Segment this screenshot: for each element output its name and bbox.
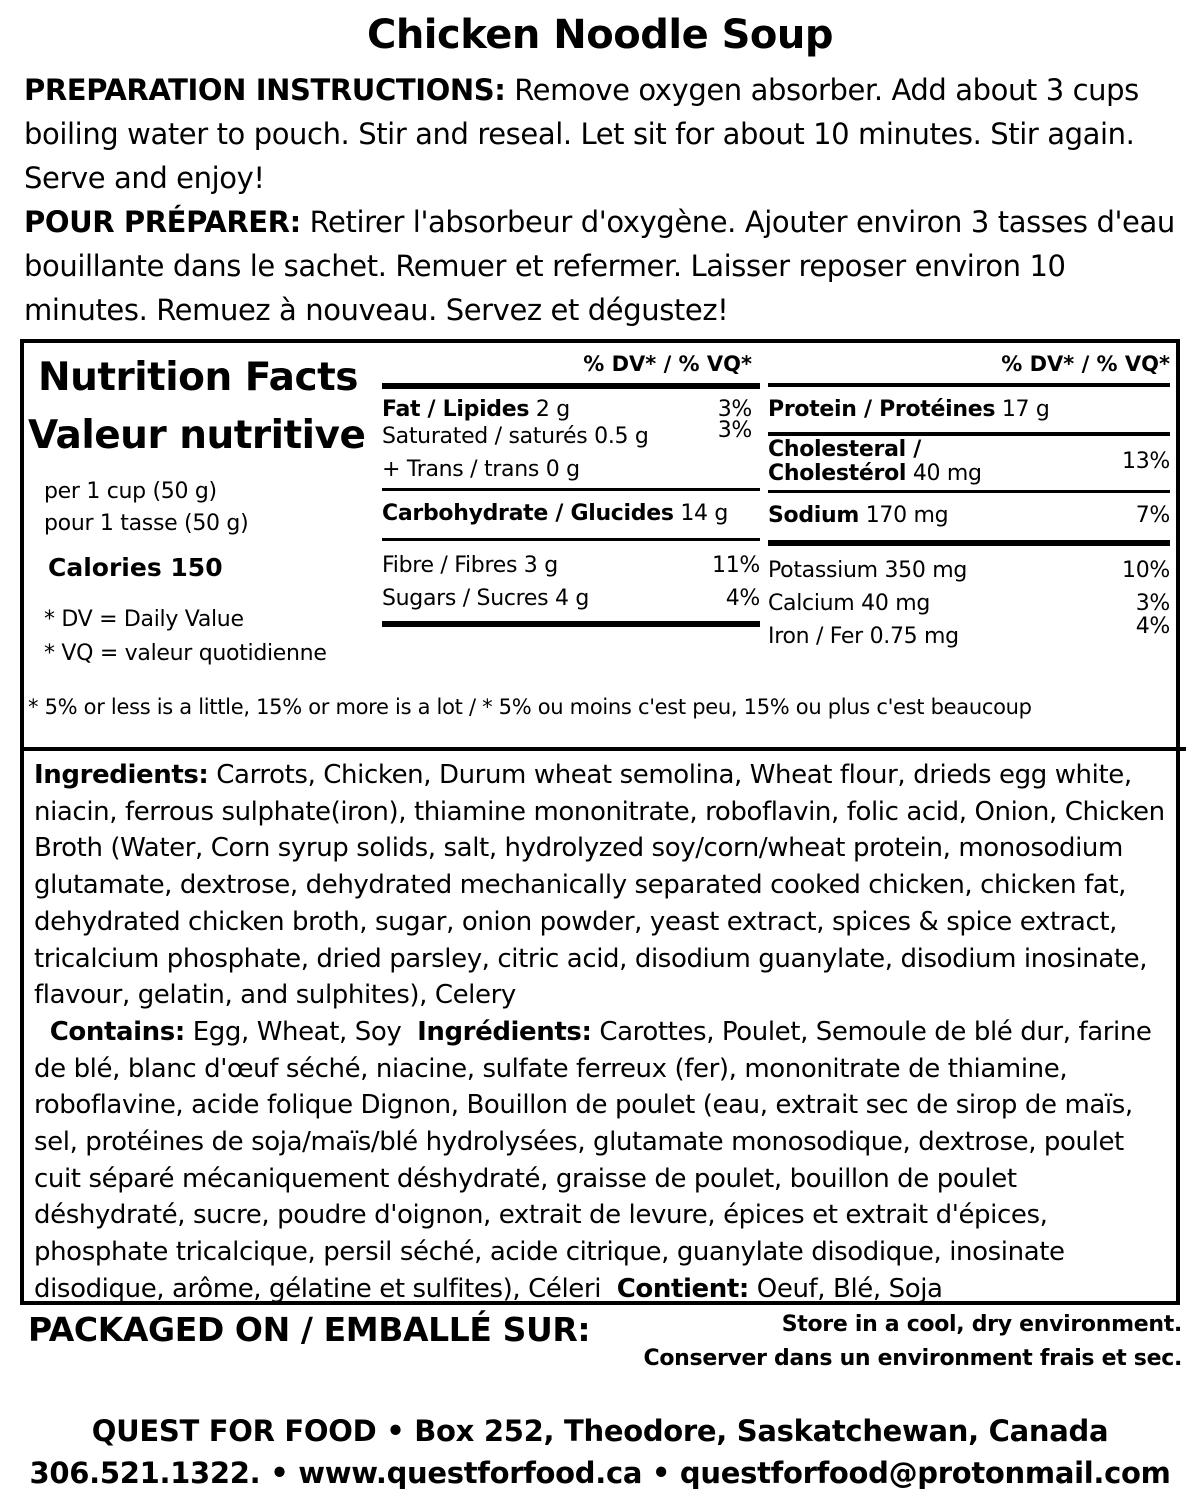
saturated-row <box>382 420 760 453</box>
fibre-dv: 11% <box>712 553 760 578</box>
ingredients-en-text: Carrots, Chicken, Durum wheat semolina, Wheat flour, drieds egg white, niacin, ferrous sulphate(iron), thiamine mononitrate, roboflavin, folic acid, Onion, Chicken Broth (Water, Corn syrup solids, salt, hydrolyzed soy/corn/wheat protein, monosodium glutamate, dextrose, dehydrated mechanically separated cooked chicken, chicken fat, dehydrated chicken broth, sugar, onion powder, yeast extract, spices & spice extract, tricalcium phosphate, dried parsley, citric acid, disodium guanylate, disodium inosinate, flavour, gelatin, and sulphites), Celery <box>34 760 1165 1011</box>
company-contact: 306.521.1322. • www.questforfood.ca • questforfood@protonmail.com <box>29 1456 1171 1490</box>
product-title: Chicken Noodle Soup <box>366 12 834 58</box>
vq-note: * VQ = valeur quotidienne <box>44 641 327 666</box>
cholesterol-row <box>768 438 1170 486</box>
company-address: QUEST FOR FOOD • Box 252, Theodore, Saskatchewan, Canada <box>91 1414 1109 1448</box>
valeur-nutritive-title: Valeur nutritive <box>28 413 366 458</box>
prep-en-label: PREPARATION INSTRUCTIONS: <box>24 73 506 107</box>
cholesterol-amount: 40 mg <box>906 461 982 486</box>
carbohydrate-label: Carbohydrate / Glucides <box>382 501 674 526</box>
divider <box>20 747 1186 751</box>
storage-instructions-en: Store in a cool, dry environment. <box>781 1312 1182 1337</box>
storage-instructions-fr: Conserver dans un environment frais et sec. <box>643 1346 1182 1371</box>
nutrition-ingredients-panel <box>20 339 1180 1305</box>
nutrient-column-1 <box>382 349 760 627</box>
cholesterol-label-1: Cholesteral / <box>768 437 921 462</box>
trans-row <box>382 453 760 486</box>
fibre-row <box>382 549 760 582</box>
fat-dv: 3% <box>717 397 752 422</box>
contains-label: Contains: <box>49 1016 185 1047</box>
iron-row <box>768 614 1170 653</box>
packaged-on: PACKAGED ON / EMBALLÉ SUR: <box>28 1310 591 1349</box>
iron-label: Iron / Fer 0.75 mg <box>768 624 959 649</box>
sugars-row <box>382 582 760 615</box>
sodium-label: Sodium <box>768 503 860 528</box>
ingredients-fr-text: Carottes, Poulet, Semoule de blé dur, farine de blé, blanc d'œuf séché, niacine, sulfate ferreux (fer), mononitrate de thiamine, roboflavine, acide folique Dignon, Bouillon de poulet (eau, extrait sec de sirop de maïs, sel, protéines de soja/maïs/blé hydrolysées, glutamate monosodique, dextrose, poulet cuit séparé mécaniquement déshydraté, graisse de poulet, bouillon de poulet déshydraté, sucre, poudre d'oignon, extrait de levure, épices et extrait d'épices, phosphate tricalcique, persil séché, acide citrique, guanylate disodique, inosinate disodique, arôme, gélatine et sulfites), Céleri <box>34 1016 1160 1304</box>
ingredients-en-label: Ingredients: <box>34 760 209 790</box>
sodium-amount: 170 mg <box>859 503 949 528</box>
sugars-dv: 4% <box>725 586 760 611</box>
iron-dv: 4% <box>1135 614 1170 639</box>
serving-size-fr: pour 1 tasse (50 g) <box>44 511 249 536</box>
prep-fr-text: Retirer l'absorbeur d'oxygène. Ajouter environ 3 tasses d'eau bouillante dans le sachet. Remuer et refermer. Laisser reposer environ 10 minutes. Remuez à nouveau. Servez et dégustez! <box>24 205 1175 327</box>
carbohydrate-amount: 14 g <box>673 501 729 526</box>
trans-label: + Trans / trans 0 g <box>382 457 580 482</box>
contient-text: Oeuf, Blé, Soja <box>748 1273 943 1304</box>
calcium-row <box>768 587 1170 620</box>
prep-en-text: Remove oxygen absorber. Add about 3 cups boiling water to pouch. Stir and reseal. Let sit for about 10 minutes. Stir again. Serve and enjoy! <box>24 73 1139 195</box>
contient-label: Contient: <box>616 1273 749 1304</box>
protein-row <box>768 393 1170 426</box>
sodium-dv: 7% <box>1135 503 1170 528</box>
calcium-dv: 3% <box>1135 591 1170 616</box>
dv-note: * DV = Daily Value <box>44 607 244 632</box>
sodium-row <box>768 499 1170 532</box>
carbohydrate-row <box>382 497 760 530</box>
fat-label: Fat / Lipides <box>382 397 530 422</box>
cholesterol-dv: 13% <box>1122 449 1170 474</box>
ingredients-fr-label: Ingrédients: <box>417 1016 592 1047</box>
potassium-label: Potassium 350 mg <box>768 558 968 583</box>
fat-amount: 2 g <box>529 397 570 422</box>
dv-footnote: * 5% or less is a little, 15% or more is a lot / * 5% ou moins c'est peu, 15% ou plus c'est beaucoup <box>28 695 1032 719</box>
nutrition-facts-title: Nutrition Facts <box>38 355 358 400</box>
fibre-label: Fibre / Fibres 3 g <box>382 553 558 578</box>
protein-amount: 17 g <box>995 397 1050 422</box>
prep-fr-label: POUR PRÉPARER: <box>24 205 301 239</box>
potassium-dv: 10% <box>1122 558 1170 583</box>
nutrient-column-2 <box>768 349 1170 655</box>
preparation-instructions-fr <box>24 200 1184 332</box>
sugars-label: Sugars / Sucres 4 g <box>382 586 590 611</box>
calcium-label: Calcium 40 mg <box>768 591 931 616</box>
contains-text: Egg, Wheat, Soy <box>184 1016 418 1047</box>
saturated-dv: 3% <box>717 418 752 443</box>
preparation-instructions-en <box>24 68 1184 200</box>
dv-header: % DV* / % VQ* <box>583 352 752 376</box>
calories: Calories 150 <box>48 553 223 582</box>
protein-label: Protein / Protéines <box>768 397 996 422</box>
cholesterol-label-2: Cholestérol <box>768 461 907 486</box>
saturated-label: Saturated / saturés 0.5 g <box>382 424 649 449</box>
ingredients-block <box>34 757 1174 1308</box>
serving-size-en: per 1 cup (50 g) <box>44 479 217 504</box>
divider <box>382 621 760 627</box>
dv-header: % DV* / % VQ* <box>1001 352 1170 376</box>
potassium-row <box>768 554 1170 587</box>
